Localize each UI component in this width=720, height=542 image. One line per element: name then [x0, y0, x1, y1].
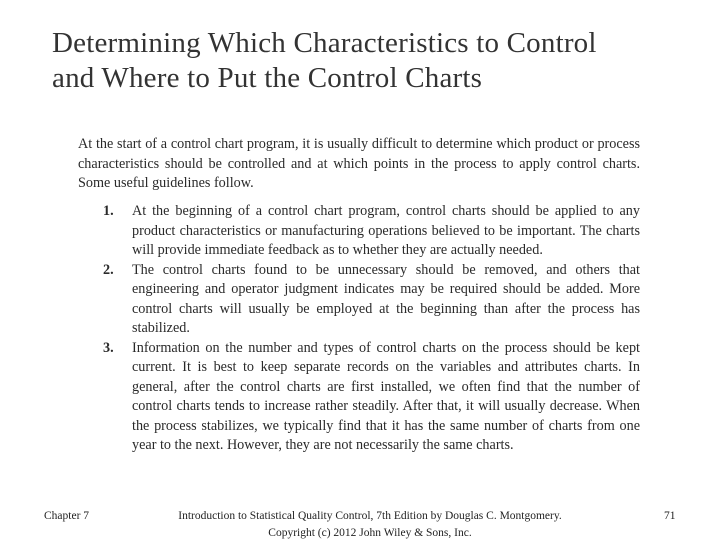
guideline-number: 2.: [103, 261, 114, 278]
intro-paragraph: At the start of a control chart program, it is usually difficult to determine which product or process characteristics should be controlled and at which points in the process to apply control charts. Some useful guidelines follow.: [78, 136, 640, 191]
guideline-item: [103, 202, 640, 261]
guideline-item: [103, 261, 640, 339]
footer-source-line-2: Copyright (c) 2012 John Wiley & Sons, Inc.: [268, 527, 472, 539]
guideline-item: [103, 339, 640, 456]
slide-title: [52, 26, 702, 96]
guideline-number: 1.: [103, 203, 114, 219]
guideline-text: At the beginning of a control chart program, control charts should be applied to any product characteristics or manufacturing operations believed to be important. The charts will provide immediate feedback as to whether they are actually needed.: [132, 203, 640, 258]
slide-title-line-1: Determining Which Characteristics to Control: [52, 27, 597, 59]
guideline-text: The control charts found to be unnecessary should be removed, and others that engineering and operator judgment indicates may be required should be added. More control charts will usually be employed at the beginning than after the process has stabilized.: [132, 261, 640, 336]
guideline-number: 3.: [103, 339, 114, 356]
footer-chapter: Chapter 7: [44, 510, 90, 522]
footer-source: [130, 508, 610, 542]
slide-title-line-2: and Where to Put the Control Charts: [52, 62, 483, 94]
footer-source-line-1: Introduction to Statistical Quality Control, 7th Edition by Douglas C. Montgomery.: [178, 510, 562, 522]
footer-page-number: 71: [664, 510, 676, 522]
guideline-text: Information on the number and types of control charts on the process should be kept current. It is best to keep separate records on the variables and attributes charts. In general, after the control charts are first installed, we often find that the number of control charts tends to increase rather steadily. After that, it will usually decrease. When the process stabilizes, we typically find that it has the same number of charts from one year to the next. However, they are not necessarily the same charts.: [132, 339, 640, 453]
guidelines-list: [103, 202, 640, 456]
